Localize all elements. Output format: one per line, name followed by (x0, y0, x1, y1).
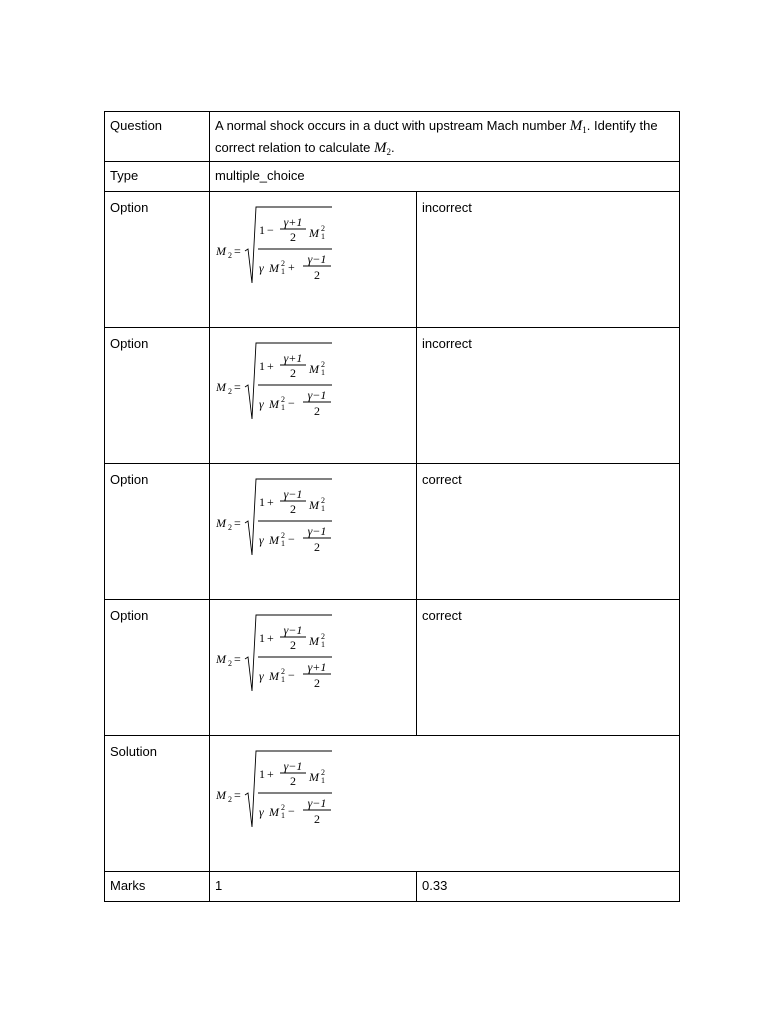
formula-num-sub: 1 (321, 504, 325, 513)
formula-num-m: M (309, 226, 319, 240)
formula-den-sub: 1 (281, 539, 285, 548)
formula-den-gamma-coef: γ (259, 533, 264, 547)
formula-num-sup: 2 (321, 496, 325, 505)
formula-num-sub: 1 (321, 368, 325, 377)
formula-num-one: 1 (259, 767, 265, 781)
formula-num-sign: + (267, 631, 274, 645)
formula-den-gamma: γ−1 (307, 796, 327, 810)
formula-num-two: 2 (290, 502, 296, 516)
option-label: Option (105, 464, 210, 600)
formula-lhs-sub: 2 (228, 795, 232, 804)
formula-lhs-m: M (216, 244, 226, 258)
formula-num-m: M (309, 362, 319, 376)
option-status: incorrect (417, 328, 680, 464)
formula-num-one: 1 (259, 223, 265, 237)
formula-lhs-m: M (216, 516, 226, 530)
marks-row (105, 872, 680, 902)
formula-den-sign: − (288, 396, 295, 410)
formula-den-sub: 1 (281, 403, 285, 412)
formula-num-sub: 1 (321, 232, 325, 241)
option-label: Option (105, 600, 210, 736)
formula-lhs-m: M (216, 380, 226, 394)
type-row (105, 162, 680, 192)
formula-num-one: 1 (259, 631, 265, 645)
formula-den-gamma: γ−1 (307, 524, 327, 538)
formula-den-sign: − (288, 532, 295, 546)
formula-den-two: 2 (314, 540, 320, 554)
formula-den-sup: 2 (281, 395, 285, 404)
solution-formula-cell (210, 736, 680, 872)
formula-lhs-m: M (216, 652, 226, 666)
question-text: A normal shock occurs in a duct with upstream Mach number $M_1$. Identify the correct relation to calculate $M_2$. (210, 112, 680, 162)
formula-num-two: 2 (290, 366, 296, 380)
marks-label: Marks (105, 872, 210, 902)
formula-den-m: M (269, 397, 279, 411)
formula-num-sup: 2 (321, 360, 325, 369)
option-row (105, 600, 680, 736)
option-row (105, 464, 680, 600)
formula-num-two: 2 (290, 230, 296, 244)
solution-label: Solution (105, 736, 210, 872)
option-formula (216, 613, 340, 703)
solution-row (105, 736, 680, 872)
formula-den-gamma: γ+1 (307, 660, 327, 674)
option-formula-cell (210, 192, 417, 328)
formula-equals: = (234, 380, 241, 394)
option-formula (216, 341, 340, 431)
option-label: Option (105, 328, 210, 464)
formula-num-sign: + (267, 767, 274, 781)
formula-den-m: M (269, 261, 279, 275)
formula-den-two: 2 (314, 268, 320, 282)
formula-equals: = (234, 516, 241, 530)
formula-num-sup: 2 (321, 632, 325, 641)
formula-num-gamma: γ+1 (283, 215, 303, 229)
formula-equals: = (234, 652, 241, 666)
formula-den-gamma-coef: γ (259, 261, 264, 275)
formula-den-sup: 2 (281, 667, 285, 676)
option-status: correct (417, 464, 680, 600)
type-label: Type (105, 162, 210, 192)
question-label: Question (105, 112, 210, 162)
type-value: multiple_choice (210, 162, 680, 192)
formula-num-gamma: γ−1 (283, 759, 303, 773)
option-label: Option (105, 192, 210, 328)
formula-num-sign: + (267, 359, 274, 373)
formula-num-one: 1 (259, 495, 265, 509)
marks-value: 1 (210, 872, 417, 902)
formula-den-gamma-coef: γ (259, 397, 264, 411)
option-formula (216, 205, 340, 295)
formula-den-sup: 2 (281, 531, 285, 540)
question-table (104, 111, 680, 902)
formula-den-gamma-coef: γ (259, 669, 264, 683)
formula-den-m: M (269, 533, 279, 547)
formula-den-gamma: γ−1 (307, 252, 327, 266)
formula-den-sub: 1 (281, 811, 285, 820)
formula-den-sub: 1 (281, 675, 285, 684)
formula-num-sub: 1 (321, 776, 325, 785)
formula-lhs-m: M (216, 788, 226, 802)
formula-lhs-sub: 2 (228, 387, 232, 396)
formula-lhs-sub: 2 (228, 523, 232, 532)
formula-den-sign: − (288, 668, 295, 682)
formula-den-sup: 2 (281, 259, 285, 268)
formula-num-two: 2 (290, 638, 296, 652)
formula-num-one: 1 (259, 359, 265, 373)
formula-den-two: 2 (314, 812, 320, 826)
formula-num-two: 2 (290, 774, 296, 788)
formula-den-sub: 1 (281, 267, 285, 276)
formula-equals: = (234, 244, 241, 258)
formula-den-gamma-coef: γ (259, 805, 264, 819)
question-row (105, 112, 680, 162)
formula-num-m: M (309, 770, 319, 784)
formula-den-two: 2 (314, 404, 320, 418)
formula-den-two: 2 (314, 676, 320, 690)
option-formula-cell (210, 328, 417, 464)
formula-den-m: M (269, 805, 279, 819)
formula-num-m: M (309, 634, 319, 648)
formula-num-sign: + (267, 495, 274, 509)
option-row (105, 192, 680, 328)
formula-num-gamma: γ−1 (283, 487, 303, 501)
formula-den-sign: − (288, 804, 295, 818)
formula-den-sup: 2 (281, 803, 285, 812)
formula-lhs-sub: 2 (228, 251, 232, 260)
formula-den-gamma: γ−1 (307, 388, 327, 402)
solution-formula (216, 749, 340, 839)
formula-den-sign: + (288, 260, 295, 274)
option-row (105, 328, 680, 464)
formula-equals: = (234, 788, 241, 802)
formula-num-sup: 2 (321, 224, 325, 233)
var-m1: $M_1$ (569, 118, 587, 135)
formula-num-sup: 2 (321, 768, 325, 777)
formula-num-gamma: γ+1 (283, 351, 303, 365)
marks-penalty: 0.33 (417, 872, 680, 902)
option-status: correct (417, 600, 680, 736)
var-m2: $M_2$ (373, 140, 391, 157)
option-formula-cell (210, 464, 417, 600)
formula-num-m: M (309, 498, 319, 512)
option-formula-cell (210, 600, 417, 736)
formula-num-gamma: γ−1 (283, 623, 303, 637)
formula-lhs-sub: 2 (228, 659, 232, 668)
option-formula (216, 477, 340, 567)
formula-den-m: M (269, 669, 279, 683)
formula-num-sub: 1 (321, 640, 325, 649)
option-status: incorrect (417, 192, 680, 328)
formula-num-sign: − (267, 223, 274, 237)
